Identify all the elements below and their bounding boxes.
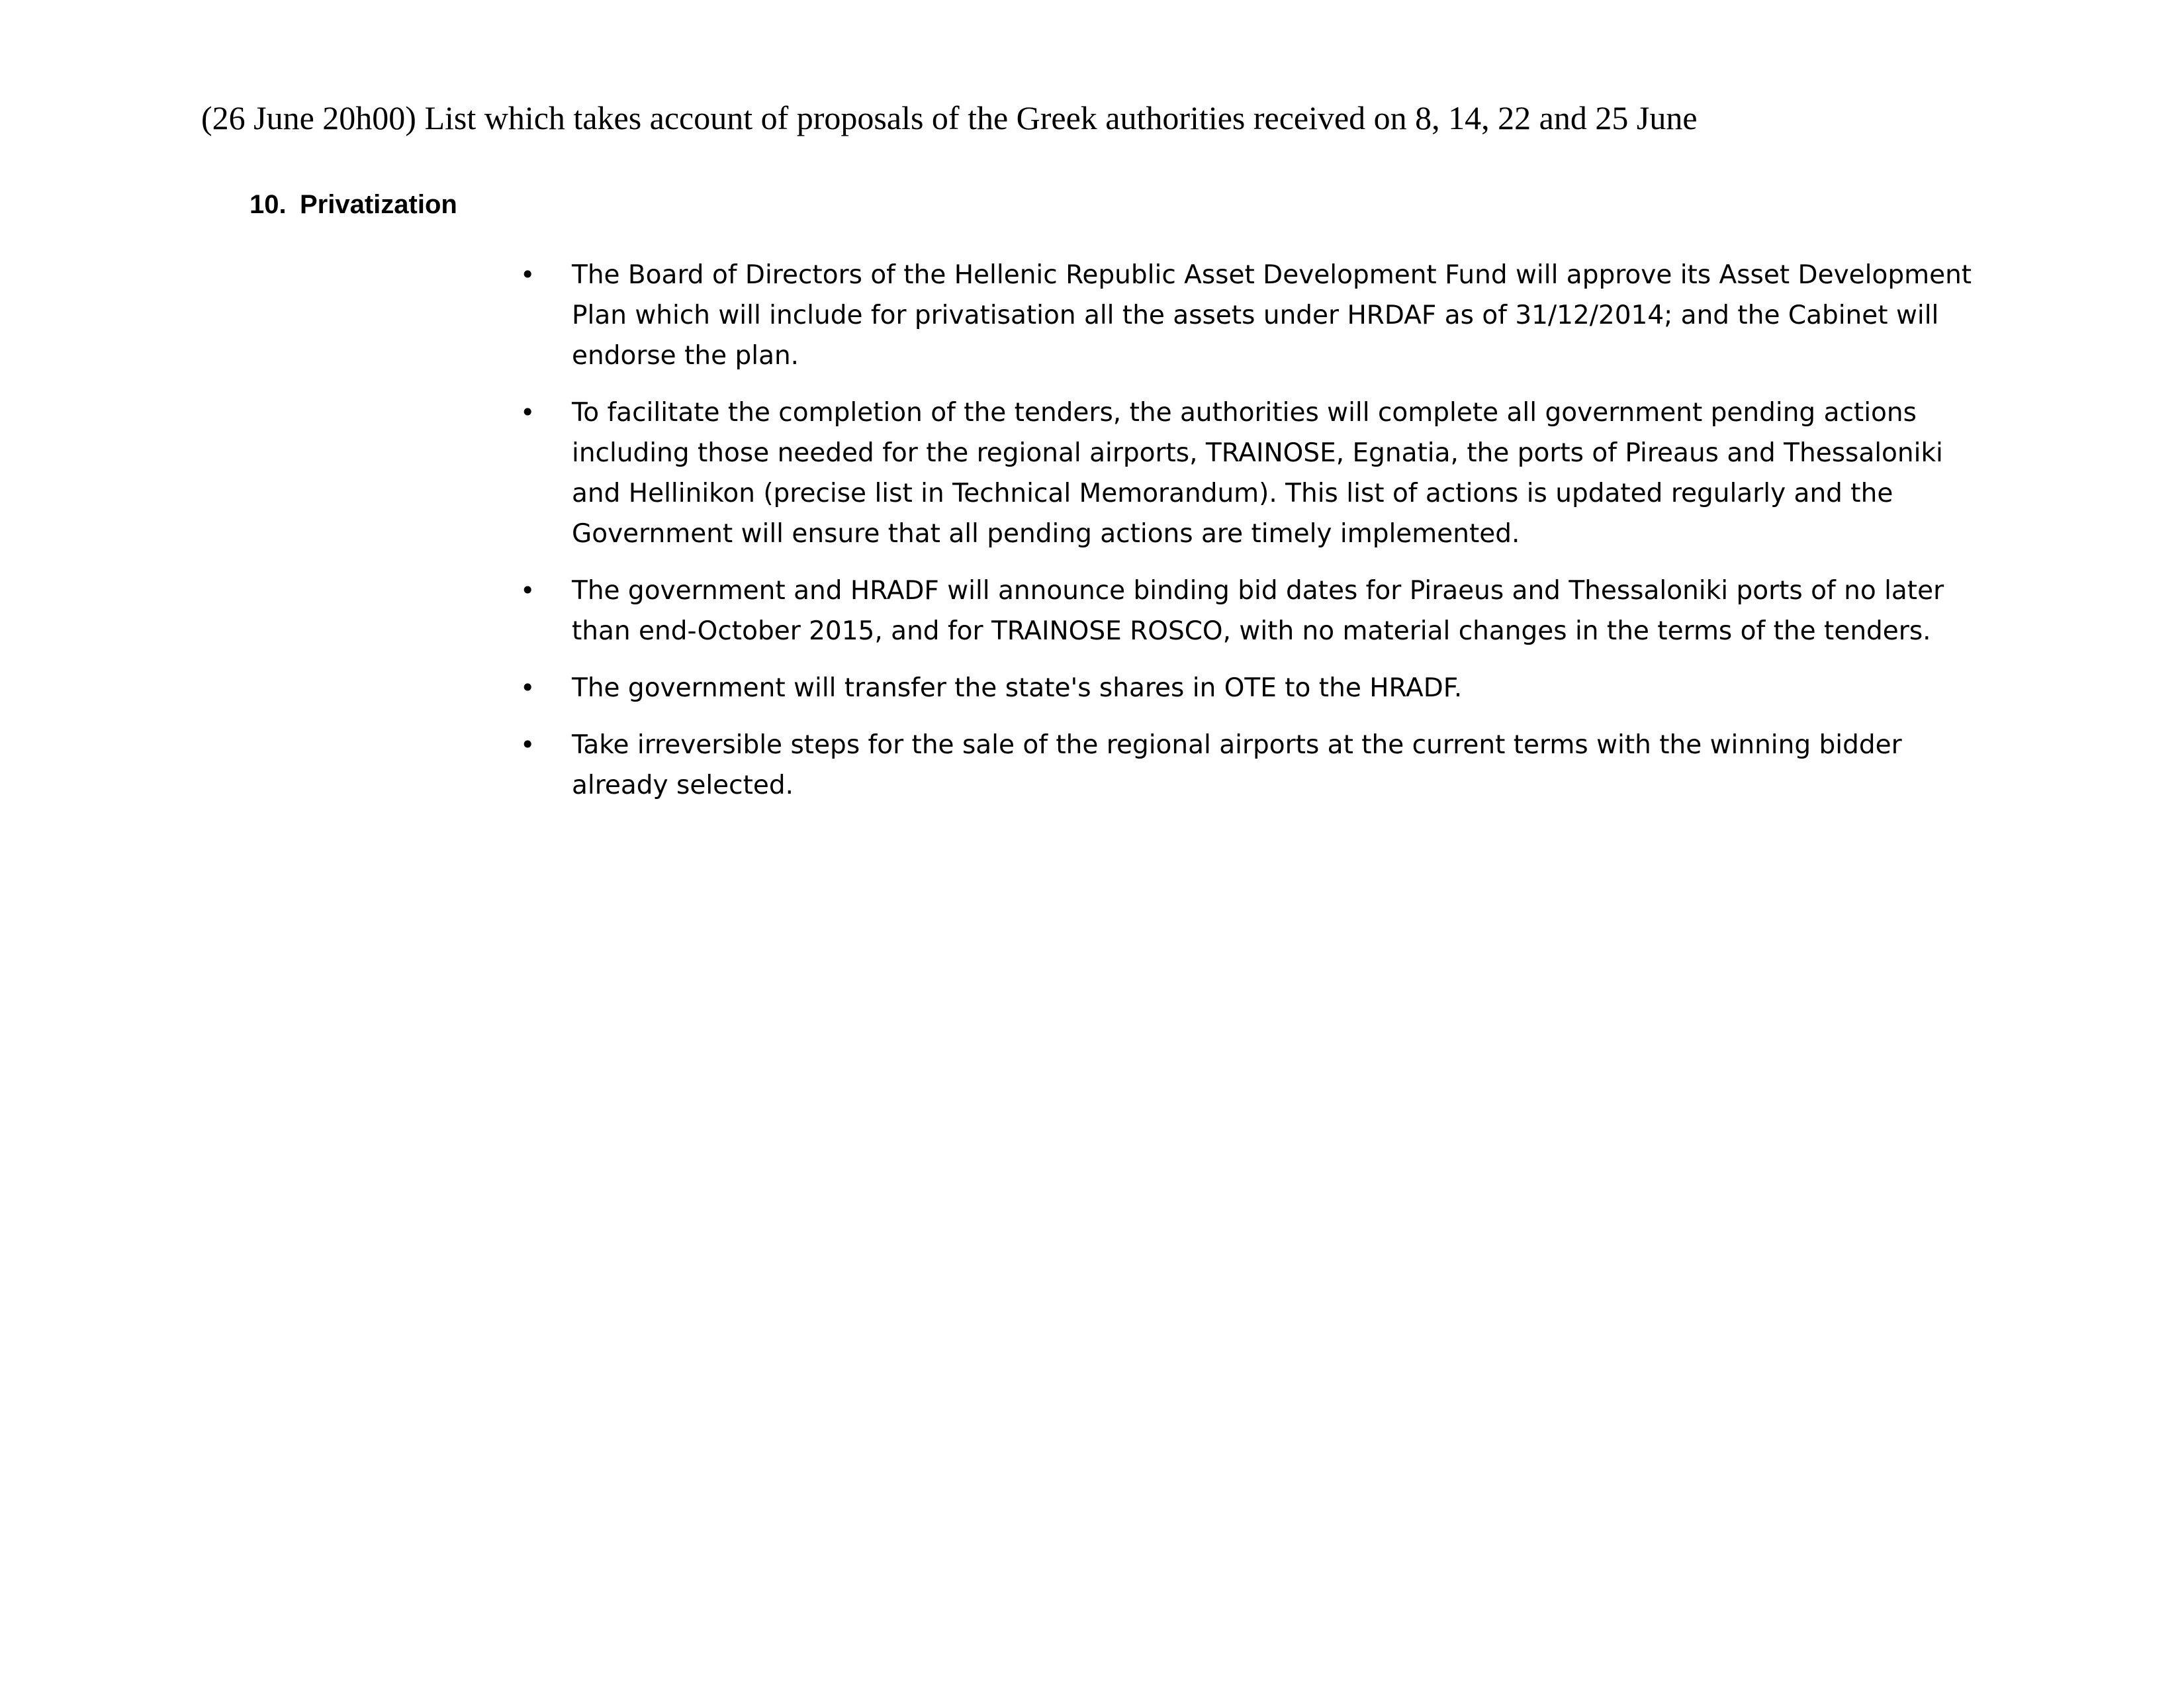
list-item-text: The government will transfer the state's shares in OTE to the HRADF. [572,673,1463,703]
list-item-text: The government and HRADF will announce binding bid dates for Piraeus and Thessaloniki ports of no later than end-October 2015, and for TRAINOSE ROSCO, with no material changes in the terms of the tenders. [572,576,1944,646]
section-heading [250,185,457,224]
list-item-text: Take irreversible steps for the sale of the regional airports at the current terms with the winning bidder already selected. [572,730,1902,800]
bullet-list [516,255,1999,822]
bullet-icon: • [520,730,535,759]
bullet-icon: • [520,576,535,605]
section-number: 10. [250,190,287,219]
bullet-icon: • [520,260,535,289]
document-header: (26 June 20h00) List which takes account of proposals of the Greek authorities received on 8, 14, 22 and 25 June [201,99,1698,136]
list-item-text: To facilitate the completion of the tenders, the authorities will complete all government pending actions including those needed for the regional airports, TRAINOSE, Egnatia, the ports of Pireaus and Thessaloniki and Hellinikon (precise list in Technical Memorandum). This list of actions is updated regularly and the Government will ensure that all pending actions are timely implemented. [572,398,1943,549]
list-item [516,393,1999,554]
list-item-text: The Board of Directors of the Hellenic Republic Asset Development Fund will approve its Asset Development Plan which will include for privatisation all the assets under HRDAF as of 31/12/2014; and the Cabinet will endorse the plan. [572,260,1972,371]
list-item [516,571,1999,651]
list-item [516,725,1999,806]
bullet-icon: • [520,398,535,427]
bullet-icon: • [520,673,535,702]
list-item [516,255,1999,376]
list-item [516,668,1999,708]
section-title: Privatization [300,190,457,219]
